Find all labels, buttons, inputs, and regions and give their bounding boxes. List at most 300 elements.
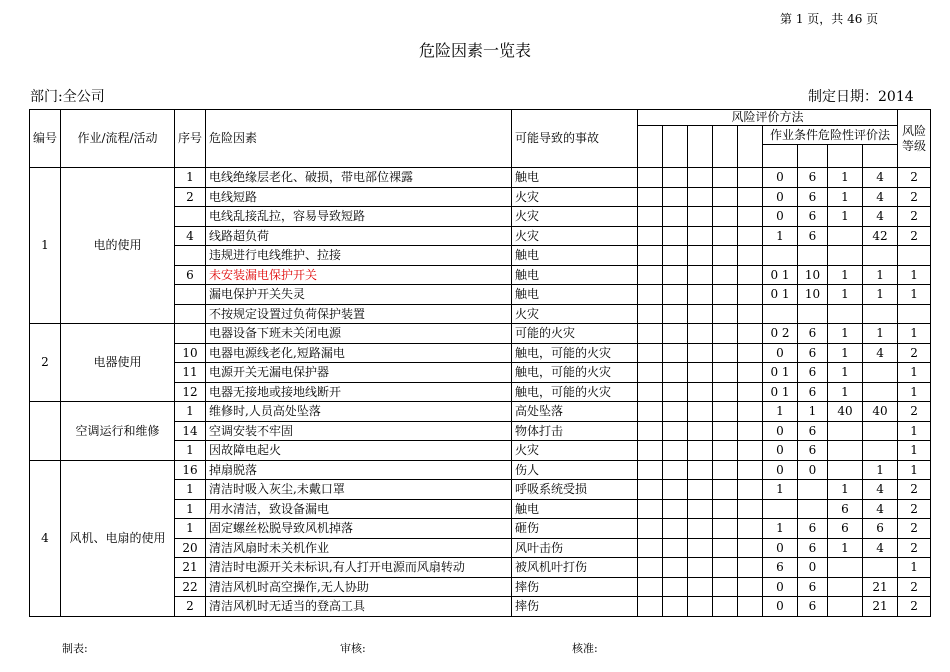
cell-d	[863, 441, 898, 461]
col-header-blank	[638, 126, 663, 168]
cell-m4	[713, 382, 738, 402]
cell-m3	[688, 382, 713, 402]
cell-e: 6	[798, 577, 828, 597]
cell-level: 2	[898, 343, 931, 363]
group-activity: 风机、电扇的使用	[61, 460, 175, 616]
cell-seq: 11	[175, 363, 206, 383]
group-id: 4	[30, 460, 61, 616]
cell-e	[798, 499, 828, 519]
cell-c	[828, 597, 863, 617]
cell-l: 1	[763, 480, 798, 500]
cell-e: 1	[798, 402, 828, 422]
cell-seq: 4	[175, 226, 206, 246]
cell-c: 1	[828, 187, 863, 207]
cell-hazard: 清洁时电源开关未标识,有人打开电源而风扇转动	[206, 558, 512, 578]
cell-level: 2	[898, 168, 931, 188]
cell-m1	[638, 324, 663, 344]
cell-seq	[175, 324, 206, 344]
page-number: 第 1 页，共 46 页	[780, 12, 879, 26]
cell-level: 1	[898, 324, 931, 344]
cell-d: 1	[863, 324, 898, 344]
cell-seq: 6	[175, 265, 206, 285]
cell-level: 2	[898, 597, 931, 617]
cell-m3	[688, 304, 713, 324]
table-body	[30, 168, 931, 617]
col-header-blank	[828, 145, 863, 168]
col-header-blank	[763, 145, 798, 168]
cell-l: 0	[763, 597, 798, 617]
cell-hazard: 线路超负荷	[206, 226, 512, 246]
cell-m5	[738, 519, 763, 539]
cell-seq: 22	[175, 577, 206, 597]
cell-m1	[638, 382, 663, 402]
cell-accident: 火灾	[512, 304, 638, 324]
cell-d	[863, 304, 898, 324]
cell-l: 0	[763, 168, 798, 188]
cell-level: 2	[898, 538, 931, 558]
cell-e: 6	[798, 187, 828, 207]
cell-m5	[738, 382, 763, 402]
group-id: 2	[30, 324, 61, 402]
group-activity: 空调运行和维修	[61, 402, 175, 461]
cell-d: 40	[863, 402, 898, 422]
cell-m3	[688, 519, 713, 539]
cell-hazard: 未安装漏电保护开关	[206, 265, 512, 285]
cell-seq: 16	[175, 460, 206, 480]
cell-c: 1	[828, 285, 863, 305]
cell-m2	[663, 226, 688, 246]
cell-seq: 14	[175, 421, 206, 441]
cell-l: 0	[763, 538, 798, 558]
cell-c	[828, 577, 863, 597]
cell-m1	[638, 402, 663, 422]
cell-m5	[738, 226, 763, 246]
cell-c	[828, 421, 863, 441]
table-row	[30, 324, 931, 344]
cell-c: 6	[828, 519, 863, 539]
cell-m5	[738, 343, 763, 363]
cell-m2	[663, 577, 688, 597]
cell-m3	[688, 441, 713, 461]
col-header-blank	[738, 126, 763, 168]
cell-m2	[663, 285, 688, 305]
cell-m2	[663, 324, 688, 344]
cell-m3	[688, 538, 713, 558]
cell-m4	[713, 168, 738, 188]
cell-hazard: 不按规定设置过负荷保护装置	[206, 304, 512, 324]
cell-m5	[738, 499, 763, 519]
col-header-id: 编号	[30, 110, 61, 168]
cell-l: 1	[763, 519, 798, 539]
cell-m5	[738, 402, 763, 422]
cell-level: 1	[898, 421, 931, 441]
cell-m3	[688, 480, 713, 500]
cell-l: 0	[763, 441, 798, 461]
cell-hazard: 清洁风机时无适当的登高工具	[206, 597, 512, 617]
cell-m4	[713, 499, 738, 519]
cell-accident: 触电，可能的火灾	[512, 382, 638, 402]
cell-l	[763, 499, 798, 519]
cell-d: 1	[863, 285, 898, 305]
cell-m3	[688, 226, 713, 246]
cell-m4	[713, 363, 738, 383]
cell-m1	[638, 597, 663, 617]
cell-d: 4	[863, 187, 898, 207]
cell-d	[863, 363, 898, 383]
cell-c: 1	[828, 343, 863, 363]
cell-m3	[688, 246, 713, 266]
cell-l	[763, 304, 798, 324]
cell-c	[828, 246, 863, 266]
cell-m2	[663, 480, 688, 500]
cell-hazard: 空调安装不牢固	[206, 421, 512, 441]
cell-accident: 火灾	[512, 187, 638, 207]
made-by-label: 制表:	[62, 642, 88, 655]
cell-accident: 火灾	[512, 441, 638, 461]
cell-m3	[688, 187, 713, 207]
cell-accident: 触电	[512, 285, 638, 305]
cell-e: 10	[798, 285, 828, 305]
cell-m5	[738, 168, 763, 188]
cell-m1	[638, 246, 663, 266]
cell-m1	[638, 343, 663, 363]
cell-accident: 高处坠落	[512, 402, 638, 422]
cell-m3	[688, 168, 713, 188]
cell-m1	[638, 577, 663, 597]
department-label: 部门:全公司	[30, 89, 105, 105]
cell-hazard: 清洁时吸入灰尘,未戴口罩	[206, 480, 512, 500]
cell-d: 1	[863, 265, 898, 285]
cell-accident: 摔伤	[512, 577, 638, 597]
cell-m1	[638, 168, 663, 188]
cell-hazard: 用水清洁，致设备漏电	[206, 499, 512, 519]
cell-m4	[713, 187, 738, 207]
cell-seq	[175, 246, 206, 266]
cell-seq: 1	[175, 402, 206, 422]
cell-seq: 20	[175, 538, 206, 558]
cell-d: 4	[863, 343, 898, 363]
cell-m5	[738, 265, 763, 285]
cell-level: 2	[898, 207, 931, 227]
cell-e: 6	[798, 226, 828, 246]
cell-m1	[638, 265, 663, 285]
table-row	[30, 168, 931, 188]
cell-hazard: 电器无接地或接地线断开	[206, 382, 512, 402]
cell-m3	[688, 363, 713, 383]
cell-m5	[738, 421, 763, 441]
cell-m4	[713, 421, 738, 441]
cell-seq: 1	[175, 519, 206, 539]
cell-m3	[688, 499, 713, 519]
cell-l: 0 1	[763, 265, 798, 285]
cell-e	[798, 480, 828, 500]
group-activity: 电的使用	[61, 168, 175, 324]
cell-l: 0	[763, 343, 798, 363]
cell-c: 1	[828, 207, 863, 227]
cell-m4	[713, 343, 738, 363]
cell-m2	[663, 402, 688, 422]
cell-m3	[688, 577, 713, 597]
cell-m1	[638, 480, 663, 500]
cell-hazard: 电线短路	[206, 187, 512, 207]
cell-hazard: 掉扇脱落	[206, 460, 512, 480]
cell-hazard: 漏电保护开关失灵	[206, 285, 512, 305]
cell-accident: 触电	[512, 168, 638, 188]
cell-level: 2	[898, 577, 931, 597]
cell-l: 0 1	[763, 363, 798, 383]
table-row	[30, 460, 931, 480]
cell-m4	[713, 324, 738, 344]
cell-l: 1	[763, 226, 798, 246]
cell-m2	[663, 382, 688, 402]
cell-m3	[688, 402, 713, 422]
cell-level: 1	[898, 460, 931, 480]
cell-seq	[175, 285, 206, 305]
cell-seq: 1	[175, 441, 206, 461]
reviewed-by-label: 审核:	[340, 642, 366, 655]
cell-m2	[663, 363, 688, 383]
cell-m3	[688, 343, 713, 363]
cell-m3	[688, 324, 713, 344]
cell-m2	[663, 441, 688, 461]
cell-m3	[688, 558, 713, 578]
cell-m4	[713, 538, 738, 558]
col-header-seq: 序号	[175, 110, 206, 168]
cell-e: 6	[798, 538, 828, 558]
cell-m4	[713, 577, 738, 597]
cell-d: 21	[863, 597, 898, 617]
col-header-blank	[663, 126, 688, 168]
cell-level: 2	[898, 187, 931, 207]
cell-m4	[713, 441, 738, 461]
cell-m4	[713, 480, 738, 500]
cell-c: 1	[828, 324, 863, 344]
cell-e: 0	[798, 460, 828, 480]
cell-m2	[663, 499, 688, 519]
cell-m2	[663, 460, 688, 480]
col-header-blank	[688, 126, 713, 168]
cell-accident: 被风机叶打伤	[512, 558, 638, 578]
cell-c: 1	[828, 480, 863, 500]
cell-d: 42	[863, 226, 898, 246]
cell-m3	[688, 285, 713, 305]
group-activity: 电器使用	[61, 324, 175, 402]
cell-m5	[738, 363, 763, 383]
cell-m3	[688, 597, 713, 617]
cell-m4	[713, 246, 738, 266]
cell-m1	[638, 363, 663, 383]
cell-m4	[713, 265, 738, 285]
cell-c: 1	[828, 538, 863, 558]
cell-level: 1	[898, 382, 931, 402]
cell-accident: 摔伤	[512, 597, 638, 617]
cell-m4	[713, 460, 738, 480]
cell-m1	[638, 207, 663, 227]
cell-l: 0	[763, 187, 798, 207]
cell-e: 6	[798, 382, 828, 402]
cell-hazard: 电器电源线老化,短路漏电	[206, 343, 512, 363]
cell-m5	[738, 207, 763, 227]
cell-c	[828, 441, 863, 461]
cell-seq	[175, 304, 206, 324]
cell-d: 4	[863, 538, 898, 558]
cell-l	[763, 246, 798, 266]
cell-e: 6	[798, 597, 828, 617]
cell-level: 2	[898, 519, 931, 539]
cell-m4	[713, 304, 738, 324]
cell-accident: 砸伤	[512, 519, 638, 539]
cell-hazard: 电器设备下班未关闭电源	[206, 324, 512, 344]
cell-accident: 风叶击伤	[512, 538, 638, 558]
cell-c: 1	[828, 168, 863, 188]
cell-l: 0	[763, 460, 798, 480]
cell-level: 1	[898, 363, 931, 383]
cell-m5	[738, 324, 763, 344]
cell-l: 1	[763, 402, 798, 422]
cell-m4	[713, 285, 738, 305]
cell-d	[863, 246, 898, 266]
cell-e: 6	[798, 421, 828, 441]
cell-level: 1	[898, 265, 931, 285]
cell-c	[828, 558, 863, 578]
cell-d: 4	[863, 499, 898, 519]
cell-seq: 2	[175, 187, 206, 207]
cell-e: 6	[798, 519, 828, 539]
cell-m5	[738, 538, 763, 558]
cell-m5	[738, 304, 763, 324]
approved-by-label: 核准:	[572, 642, 598, 655]
cell-seq: 10	[175, 343, 206, 363]
cell-m2	[663, 207, 688, 227]
cell-level: 2	[898, 226, 931, 246]
cell-hazard: 电线乱接乱拉，容易导致短路	[206, 207, 512, 227]
cell-seq: 1	[175, 499, 206, 519]
cell-m5	[738, 558, 763, 578]
col-header-blank	[713, 126, 738, 168]
cell-m1	[638, 187, 663, 207]
cell-m1	[638, 519, 663, 539]
cell-hazard: 维修时,人员高处坠落	[206, 402, 512, 422]
cell-accident: 触电	[512, 246, 638, 266]
cell-l: 0 2	[763, 324, 798, 344]
cell-m3	[688, 421, 713, 441]
cell-e: 6	[798, 168, 828, 188]
cell-hazard: 电源开关无漏电保护器	[206, 363, 512, 383]
cell-d: 1	[863, 460, 898, 480]
cell-c	[828, 460, 863, 480]
col-header-level: 风险等级	[898, 110, 931, 168]
cell-c	[828, 226, 863, 246]
col-header-method: 风险评价方法	[638, 110, 898, 126]
cell-m3	[688, 207, 713, 227]
cell-accident: 触电	[512, 499, 638, 519]
cell-d	[863, 382, 898, 402]
cell-seq: 21	[175, 558, 206, 578]
cell-m2	[663, 558, 688, 578]
cell-m3	[688, 265, 713, 285]
cell-m2	[663, 519, 688, 539]
cell-hazard: 固定螺丝松脱导致风机掉落	[206, 519, 512, 539]
cell-m3	[688, 460, 713, 480]
cell-d	[863, 421, 898, 441]
hazard-table	[29, 109, 931, 617]
cell-accident: 呼吸系统受损	[512, 480, 638, 500]
cell-m1	[638, 285, 663, 305]
cell-c: 40	[828, 402, 863, 422]
cell-hazard: 清洁风机时高空操作,无人协助	[206, 577, 512, 597]
cell-level: 2	[898, 402, 931, 422]
cell-level	[898, 246, 931, 266]
cell-c: 1	[828, 265, 863, 285]
cell-m5	[738, 246, 763, 266]
cell-m5	[738, 577, 763, 597]
cell-m2	[663, 597, 688, 617]
cell-level: 1	[898, 441, 931, 461]
cell-d	[863, 558, 898, 578]
cell-hazard: 电线绝缘层老化、破损，带电部位裸露	[206, 168, 512, 188]
cell-level: 1	[898, 285, 931, 305]
cell-e: 6	[798, 441, 828, 461]
cell-l: 0	[763, 207, 798, 227]
col-header-lec: 作业条件危险性评价法	[763, 126, 898, 145]
cell-level: 2	[898, 480, 931, 500]
cell-level: 2	[898, 499, 931, 519]
cell-m1	[638, 226, 663, 246]
col-header-accident: 可能导致的事故	[512, 110, 638, 168]
cell-m1	[638, 460, 663, 480]
cell-e: 10	[798, 265, 828, 285]
cell-m2	[663, 343, 688, 363]
cell-m4	[713, 402, 738, 422]
cell-m4	[713, 226, 738, 246]
cell-accident: 物体打击	[512, 421, 638, 441]
table-row	[30, 402, 931, 422]
cell-m5	[738, 285, 763, 305]
cell-d: 4	[863, 480, 898, 500]
cell-m4	[713, 207, 738, 227]
col-header-blank	[798, 145, 828, 168]
cell-m2	[663, 421, 688, 441]
group-id	[30, 402, 61, 461]
cell-e: 6	[798, 207, 828, 227]
cell-m1	[638, 499, 663, 519]
cell-m1	[638, 421, 663, 441]
cell-m2	[663, 246, 688, 266]
cell-m5	[738, 187, 763, 207]
cell-l: 0 1	[763, 382, 798, 402]
cell-m1	[638, 304, 663, 324]
cell-e: 6	[798, 343, 828, 363]
cell-m1	[638, 558, 663, 578]
cell-accident: 可能的火灾	[512, 324, 638, 344]
cell-m5	[738, 460, 763, 480]
cell-accident: 触电，可能的火灾	[512, 343, 638, 363]
cell-m5	[738, 441, 763, 461]
cell-d: 6	[863, 519, 898, 539]
cell-m2	[663, 187, 688, 207]
col-header-activity: 作业/流程/活动	[61, 110, 175, 168]
cell-m4	[713, 519, 738, 539]
cell-d: 21	[863, 577, 898, 597]
date-label: 制定日期：2014	[808, 89, 914, 105]
cell-seq: 1	[175, 168, 206, 188]
cell-c: 6	[828, 499, 863, 519]
cell-l: 0 1	[763, 285, 798, 305]
cell-e	[798, 304, 828, 324]
cell-l: 0	[763, 421, 798, 441]
cell-m4	[713, 597, 738, 617]
cell-seq: 12	[175, 382, 206, 402]
